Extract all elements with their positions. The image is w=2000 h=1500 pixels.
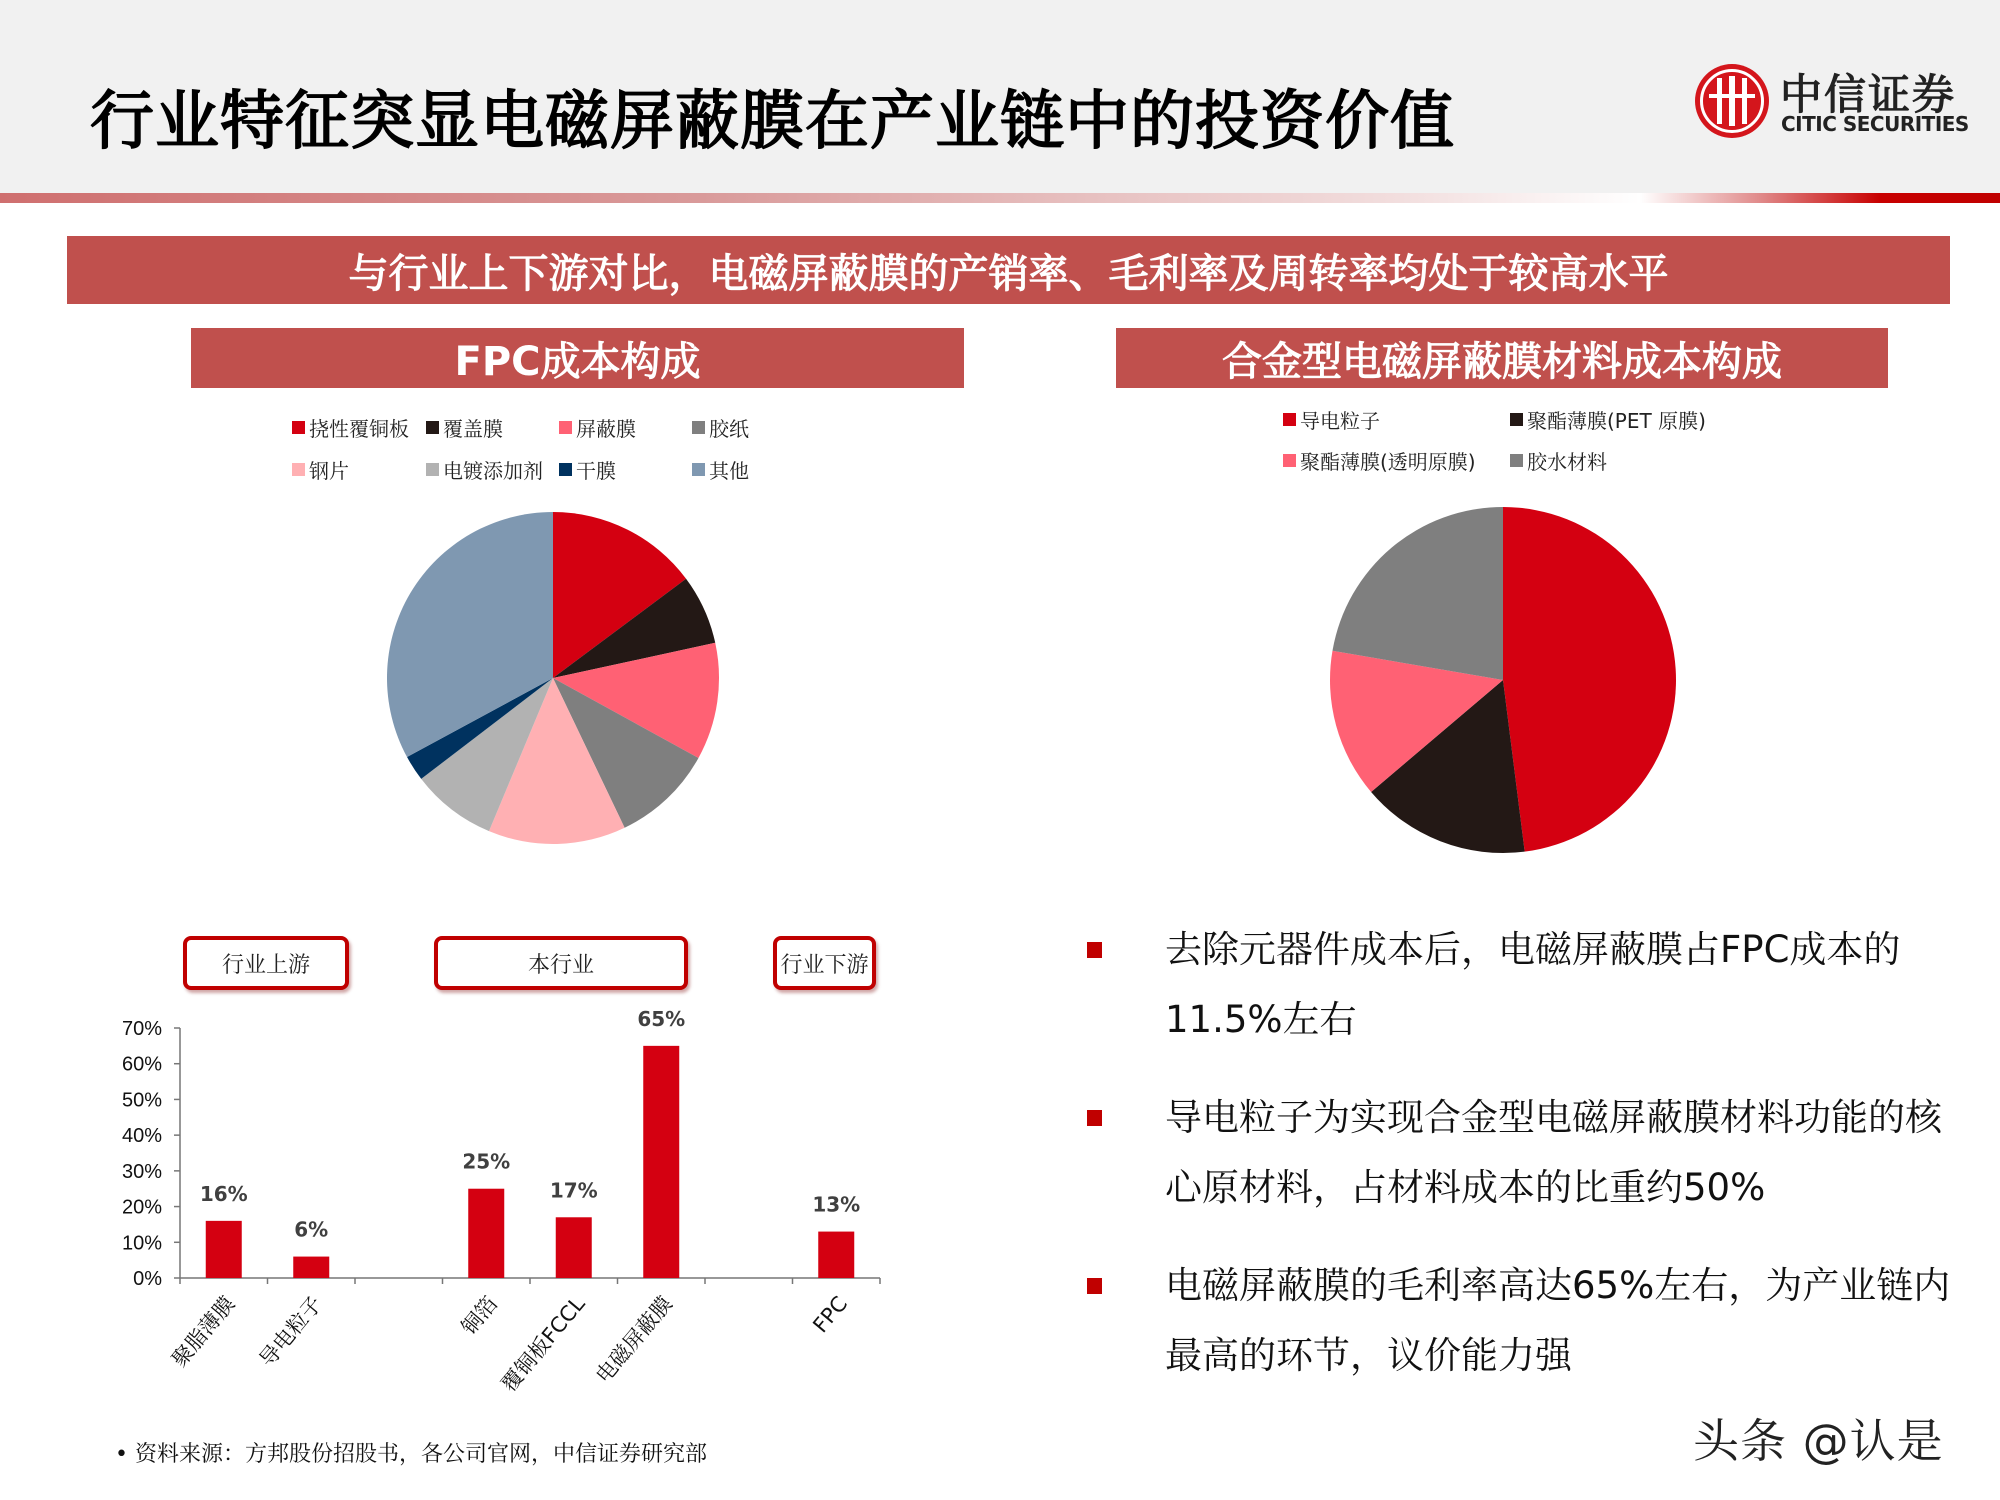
legend-item	[1283, 446, 1476, 475]
legend-swatch-icon	[1510, 454, 1523, 467]
bullet-square-icon	[1087, 1110, 1102, 1126]
downstream-tag: 行业下游	[773, 936, 876, 990]
x-category-label: 铜箔	[456, 1291, 503, 1340]
legend-swatch-icon	[692, 421, 705, 434]
bar-value-label: 16%	[199, 1181, 248, 1206]
watermark: 头条 @认是	[1693, 1414, 1944, 1468]
legend-swatch-icon	[426, 421, 439, 434]
y-tick-label: 0%	[133, 1268, 162, 1290]
legend-item	[292, 455, 349, 484]
legend-swatch-icon	[692, 463, 705, 476]
material-cost-pie-chart	[1328, 505, 1678, 855]
y-tick-label: 20%	[121, 1196, 162, 1219]
legend-item	[426, 455, 543, 484]
bar	[556, 1217, 592, 1278]
legend-swatch-icon	[292, 421, 305, 434]
legend-label: 胶纸	[709, 417, 749, 441]
legend-item	[559, 413, 636, 442]
bar	[818, 1232, 854, 1278]
citic-emblem-icon	[1695, 64, 1769, 138]
legend-label: 聚酯薄膜(透明原膜)	[1300, 450, 1476, 474]
upstream-tag: 行业上游	[183, 936, 349, 990]
legend-label: 导电粒子	[1300, 409, 1380, 433]
bar-value-label: 13%	[812, 1192, 861, 1217]
legend-swatch-icon	[559, 463, 572, 476]
fpc-cost-pie-chart	[385, 510, 721, 846]
legend-item	[292, 413, 409, 442]
y-tick-label: 40%	[121, 1125, 162, 1148]
x-category-label: 聚脂薄膜	[167, 1291, 240, 1372]
citic-logo	[1695, 62, 1969, 142]
legend-swatch-icon	[1283, 413, 1296, 426]
key-point: 电磁屏蔽膜的毛利率高达65%左右，为产业链内最高的环节，议价能力强	[1087, 1251, 1967, 1391]
bar-value-label: 6%	[294, 1217, 329, 1242]
x-category-label: 电磁屏蔽膜	[591, 1291, 678, 1388]
legend-swatch-icon	[559, 421, 572, 434]
legend-label: 其他	[709, 459, 749, 483]
y-tick-label: 60%	[121, 1053, 162, 1076]
legend-label: 干膜	[576, 459, 616, 483]
y-tick-label: 10%	[121, 1232, 162, 1255]
bar-value-label: 25%	[462, 1149, 511, 1174]
bar	[206, 1221, 242, 1278]
bullet-square-icon	[1087, 942, 1102, 958]
summary-banner: 与行业上下游对比，电磁屏蔽膜的产销率、毛利率及周转率均处于较高水平	[67, 236, 1950, 304]
legend-item	[426, 413, 503, 442]
x-category-label: FPC	[808, 1291, 853, 1338]
key-point: 去除元器件成本后，电磁屏蔽膜占FPC成本的11.5%左右	[1087, 915, 1967, 1055]
legend-label: 挠性覆铜板	[309, 417, 409, 441]
legend-label: 屏蔽膜	[576, 417, 636, 441]
bullet-square-icon	[1087, 1278, 1102, 1294]
key-points-list	[1087, 915, 1967, 1419]
header-divider	[0, 193, 2000, 203]
pie-slice	[1503, 507, 1676, 852]
bar	[293, 1257, 329, 1278]
legend-swatch-icon	[1283, 454, 1296, 467]
fpc-cost-header: FPC成本构成	[191, 328, 964, 388]
bar	[643, 1046, 679, 1278]
logo-english-name: CITIC SECURITIES	[1781, 112, 1969, 136]
legend-label: 钢片	[309, 459, 349, 483]
legend-item	[1510, 405, 1706, 434]
legend-label: 胶水材料	[1527, 450, 1607, 474]
bar-value-label: 17%	[549, 1178, 598, 1203]
key-point: 导电粒子为实现合金型电磁屏蔽膜材料功能的核心原材料，占材料成本的比重约50%	[1087, 1083, 1967, 1223]
y-tick-label: 50%	[121, 1089, 162, 1112]
x-category-label: 导电粒子	[254, 1291, 328, 1372]
legend-label: 电镀添加剂	[443, 459, 543, 483]
legend-item	[692, 455, 749, 484]
industry-tag: 本行业	[434, 936, 688, 990]
legend-item	[692, 413, 749, 442]
legend-swatch-icon	[426, 463, 439, 476]
x-category-label: 覆铜板FCCL	[496, 1291, 590, 1397]
shielding-film-cost-header: 合金型电磁屏蔽膜材料成本构成	[1116, 328, 1888, 388]
pie-slice	[1332, 507, 1503, 680]
source-note: • 资料来源：方邦股份招股书，各公司官网，中信证券研究部	[115, 1442, 707, 1467]
page-title: 行业特征突显电磁屏蔽膜在产业链中的投资价值	[90, 85, 1455, 159]
legend-item	[1510, 446, 1607, 475]
y-tick-label: 30%	[121, 1160, 162, 1183]
legend-swatch-icon	[1510, 413, 1523, 426]
logo-chinese-name: 中信证券	[1780, 70, 1957, 119]
legend-swatch-icon	[292, 463, 305, 476]
legend-label: 覆盖膜	[443, 417, 503, 441]
legend-label: 聚酯薄膜(PET 原膜)	[1527, 409, 1706, 433]
y-tick-label: 70%	[121, 1018, 162, 1040]
legend-item	[1283, 405, 1380, 434]
bar-value-label: 65%	[637, 1006, 686, 1031]
legend-item	[559, 455, 616, 484]
bar	[468, 1189, 504, 1278]
